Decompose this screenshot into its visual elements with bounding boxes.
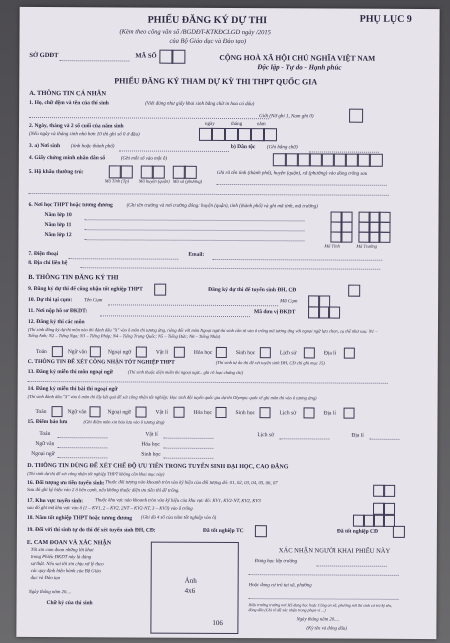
gender-label: Giới (Nữ ghi 1, Nam ghi 0) xyxy=(259,114,314,120)
score-literature-line[interactable] xyxy=(57,447,107,448)
score-literature-label: Ngữ văn xyxy=(35,440,55,448)
district-code-box[interactable] xyxy=(152,166,165,179)
email-line[interactable] xyxy=(212,259,382,261)
birthplace-label: 3. a) Nơi sinh xyxy=(28,142,61,150)
score-biology-label: Sinh học xyxy=(141,451,161,458)
cluster-name-label: Tên Cụm xyxy=(84,298,103,304)
phone-line[interactable] xyxy=(68,258,178,260)
year-grade-10: Năm lớp 10 xyxy=(44,212,72,219)
birth-month-label: tháng xyxy=(231,122,243,128)
admission-area-label: 17. Khu vực tuyển sinh: xyxy=(27,497,84,505)
subject-history-checkbox[interactable] xyxy=(304,347,315,358)
exempt-literature-checkbox[interactable] xyxy=(90,406,101,417)
birthplace-line[interactable] xyxy=(119,150,229,152)
school-code-box[interactable] xyxy=(378,232,390,243)
full-name-line[interactable] xyxy=(29,117,269,119)
country-name: CỘNG HOÀ XÃ HỘI CHỦ NGHĨA VIỆT NAM xyxy=(219,52,376,63)
confirmation-extra-line[interactable] xyxy=(249,574,399,576)
exam-exemption-label: 14. Đăng ký miễn thi bài thi ngoại ngữ xyxy=(27,385,118,393)
school-province-code-label: Mã Tỉnh xyxy=(324,243,340,249)
free-candidate-label: 19. Đối với thí sinh tự do thi để xét tuyển sinh ĐH, CĐ: xyxy=(26,526,156,534)
exempt-math-checkbox[interactable] xyxy=(52,406,63,417)
score-history-line[interactable] xyxy=(279,438,329,439)
graduated-tc-label: Đã tốt nghiệp TC xyxy=(202,527,244,535)
photo-label: Ảnh xyxy=(184,576,197,585)
so-gddt-line[interactable] xyxy=(59,60,129,61)
id-number-box[interactable] xyxy=(369,154,383,167)
score-math-label: Toán xyxy=(39,431,51,438)
score-biology-line[interactable] xyxy=(163,458,213,459)
retained-scores-label: 15. Điểm bảo lưu xyxy=(27,418,68,426)
score-physics-label: Vật lí xyxy=(145,431,158,438)
grade-10-line[interactable] xyxy=(85,219,305,221)
pledge-line-2: trong Phiếu ĐKDT này là đúng xyxy=(30,554,92,561)
subject-chemistry-checkbox[interactable] xyxy=(216,347,227,358)
score-foreign-language-line[interactable] xyxy=(57,457,107,458)
registration-form xyxy=(16,7,439,639)
birth-month-box[interactable] xyxy=(237,128,251,141)
graduation-registration-checkbox[interactable] xyxy=(154,284,166,296)
section-a-title: A. THÔNG TIN CÁ NHÂN xyxy=(29,89,107,98)
grade-11-line[interactable] xyxy=(84,229,304,231)
exempt-history-label: Lịch sử xyxy=(279,410,297,417)
submission-place-line[interactable] xyxy=(100,315,250,317)
birth-year-label: năm xyxy=(257,122,266,128)
confirmation-signature-label: (Ký tên và đóng dấu) xyxy=(306,626,347,632)
appendix-label: PHỤ LỤC 9 xyxy=(359,13,412,25)
residence-label: 5. Hộ khẩu thường trú: xyxy=(28,168,84,176)
id-number-note: (Ghi mỗi số vào một ô) xyxy=(120,156,168,162)
year-grade-11: Năm lớp 11 xyxy=(44,222,72,229)
pledge-line-4: các quy định hiện hành của Bộ Giáo xyxy=(30,568,101,575)
subject-foreign-language-label: Ngoại ngữ xyxy=(107,349,132,356)
province-code-box[interactable] xyxy=(120,165,133,178)
subject-geography-checkbox[interactable] xyxy=(344,348,355,359)
graduation-registration-label: 9. Đăng ký dự thi để công nhận tốt nghiệp THPT xyxy=(28,285,143,293)
unit-code-box[interactable] xyxy=(328,307,340,319)
address-line[interactable] xyxy=(80,267,380,270)
form-title: PHIẾU ĐĂNG KÝ THAM DỰ KỲ THI THPT QUỐC GIA xyxy=(114,76,318,87)
exempt-geography-checkbox[interactable] xyxy=(344,408,355,419)
grade-12-line[interactable] xyxy=(84,239,304,241)
school-province-code-box[interactable] xyxy=(340,232,352,243)
score-math-line[interactable] xyxy=(57,437,107,438)
exempt-foreign-language-checkbox[interactable] xyxy=(136,407,147,418)
subject-chemistry-label: Hóa học xyxy=(193,349,213,356)
email-label: Email: xyxy=(188,251,205,258)
exam-cluster-label: 10. Dự thi tại cụm: xyxy=(28,296,73,304)
cluster-code-label: Mã Cụm xyxy=(280,299,298,305)
so-gddt-label: SỞ GDĐT xyxy=(29,51,59,60)
field-birthdate-label: 2. Ngày, tháng và 2 số cuối của năm sinh xyxy=(29,122,124,130)
province-code-label: Mã Tỉnh (Tp) xyxy=(104,178,130,184)
subject-math-label: Toán xyxy=(35,348,47,356)
ethnicity-label: b) Dân tộc xyxy=(230,144,256,151)
priority-group-note: Thuộc đối tượng nào khoanh tròn vào ký hiệu của đối tượng đó: 01, 02, 03, 04, 05, 06, 07 xyxy=(105,480,278,487)
pledge-line-3: sự thật. Nếu sai tôi xin chịu xử lý theo xyxy=(30,561,104,568)
school-label: 6. Nơi học THPT hoặc tương đương xyxy=(28,201,113,209)
retained-scores-note: (Ghi điểm môn xin bảo lưu vào ô tương ứng) xyxy=(83,419,165,425)
page-number: 106 xyxy=(212,618,223,627)
cluster-name-line[interactable] xyxy=(108,304,278,306)
language-exemption-label: 13. Đăng ký miễn thi môn ngoại ngữ xyxy=(27,368,113,376)
birth-year-box[interactable] xyxy=(263,128,277,141)
priority-group-label: 16. Đối tượng ưu tiên tuyển sinh: xyxy=(27,479,105,487)
score-geography-line[interactable] xyxy=(369,439,399,440)
exempt-literature-label: Ngữ văn xyxy=(67,409,87,416)
admission-area-note: Thuộc khu vực nào khoanh tròn vào ký hiệu của khu vực đó: KV1, KV2-NT, KV2, KV3 xyxy=(95,498,261,505)
ma-so-box[interactable] xyxy=(171,50,185,64)
residence-line-2[interactable] xyxy=(29,193,389,196)
subject-biology-checkbox[interactable] xyxy=(260,347,271,358)
attach-line: (Kèm theo công văn số /BGDĐT-KTKĐCLGD ngày /2015 xyxy=(119,28,271,37)
subject-foreign-language-checkbox[interactable] xyxy=(136,347,147,358)
confirmation-date: Ngày tháng năm 20.... xyxy=(296,617,339,623)
graduated-cd-label: Đã tốt nghiệp CĐ xyxy=(336,528,379,535)
pledge-line-1: Tôi xin cam đoan những lời khai xyxy=(30,547,94,554)
language-exemption-line[interactable] xyxy=(28,381,388,384)
exam-exemption-note: (Thí sinh đánh dấu "X" vào ô môn thi lấy kết quả để xét công nhận tốt nghiệp; Học sinh đội tuyển quốc gia dự thi Olympic quốc tế ghi môn thi vào ô tương ứng) xyxy=(27,393,317,401)
gender-box[interactable] xyxy=(349,109,363,123)
subject-physics-label: Vật lí xyxy=(155,349,169,356)
subject-literature-label: Ngữ văn xyxy=(67,349,87,356)
priority-group-note-2: Sau đó ghi ký hiệu vào 2 ô bên cạnh, nếu không thuộc diện ưu tiên thì để trống. xyxy=(27,487,180,494)
exempt-biology-checkbox[interactable] xyxy=(260,407,271,418)
score-foreign-language-label: Ngoại ngữ xyxy=(31,450,55,458)
residence-line[interactable] xyxy=(217,184,387,186)
pledge-line-5: dục và Đào tạo xyxy=(30,575,61,582)
candidate-signature-label: Chữ ký của thí sinh xyxy=(46,600,93,607)
exempt-chemistry-checkbox[interactable] xyxy=(216,407,227,418)
subject-literature-checkbox[interactable] xyxy=(90,346,101,357)
phone-label: 7. Điện thoại xyxy=(28,250,59,258)
form-header-title: PHIẾU ĐĂNG KÝ DỰ THI xyxy=(147,14,268,27)
subject-math-checkbox[interactable] xyxy=(52,346,63,357)
subject-history-label: Lịch sử xyxy=(279,350,297,357)
subjects-label: 12. Đăng ký thi các môn xyxy=(27,318,85,326)
score-geography-label: Địa lí xyxy=(351,432,364,439)
motto: Độc lập - Tự do - Hạnh phúc xyxy=(257,63,342,72)
exempt-history-checkbox[interactable] xyxy=(304,407,315,418)
subject-biology-label: Sinh học xyxy=(235,350,256,357)
exempt-chemistry-label: Hóa học xyxy=(193,409,213,416)
section-c-title: C. THÔNG TIN ĐỂ XÉT CÔNG NHẬN TỐT NGHIỆP THPT xyxy=(27,358,175,366)
graduation-year-note: (Ghi đủ 4 số của năm tốt nghiệp vào ô) xyxy=(140,515,217,521)
admission-area-note-2: sau đó ghi mã khu vực vào ô (1 – KV1, 2 – KV2, 2NT – KV2-NT, 3 – KV3) vào ô trống xyxy=(27,505,193,512)
section-d-title: D. THÔNG TIN DÙNG ĐỂ XÉT CHẾ ĐỘ ƯU TIÊN TRONG TUYỂN SINH ĐẠI HỌC, CAO ĐẲNG xyxy=(27,462,289,471)
exempt-physics-checkbox[interactable] xyxy=(174,407,185,418)
exempt-geography-label: Địa lí xyxy=(323,410,336,417)
confirmation-class-school: Đang học lớp trường xyxy=(254,559,298,565)
attach-line-2: của Bộ Giáo dục và Đào tạo) xyxy=(169,37,247,46)
address-label: 8. Địa chỉ liên hệ xyxy=(28,259,68,267)
birth-day-label: ngày xyxy=(205,121,215,127)
year-grade-12: Năm lớp 12 xyxy=(44,232,72,239)
graduated-tc-checkbox[interactable] xyxy=(255,525,267,537)
subjects-note: (Thí sinh đăng ký dự thi môn nào thì đánh dấu "X" vào ô môn thi tương ứng, riêng đối với môn Ngoại ngữ thí sinh cần tô vào ô trống mã tương ứng với ngoại ngữ lựa chọn, cụ thể như sau: N1 – Tiếng Anh; N2 – Tiếng Nga; N3 – Tiếng Pháp; N4 – Tiếng Trung Quốc; N5 – Tiếng Đức; N6 – Tiếng Nhật) xyxy=(27,326,378,339)
subject-physics-checkbox[interactable] xyxy=(174,347,185,358)
admission-registration-checkbox[interactable] xyxy=(348,285,360,297)
birth-day-box[interactable] xyxy=(211,128,225,141)
field-birthdate-note: (Nếu ngày và tháng sinh nhỏ hơn 10 thì ghi số 0 ở đầu) xyxy=(28,131,140,138)
id-number-label: 4. Giấy chứng minh nhân dân số xyxy=(28,154,106,162)
unit-code-label: Mã đơn vị ĐKDT xyxy=(254,309,296,316)
section-b-title: B. THÔNG TIN ĐĂNG KÝ THI xyxy=(28,273,119,282)
ma-so-label: MÃ SỐ xyxy=(135,52,157,60)
birthplace-note: (tỉnh hoặc thành phố) xyxy=(70,144,115,150)
admission-area-box[interactable] xyxy=(383,503,395,515)
exempt-math-label: Toán xyxy=(35,408,47,416)
exempt-physics-label: Vật lí xyxy=(155,409,168,416)
submission-place-label: 11. Nơi nộp hồ sơ ĐKDT: xyxy=(28,307,88,315)
school-note: (Ghi tên trường và nơi trường đóng: huyện (quận), tỉnh (thành phố) và ghi mã tỉnh, mã trường) xyxy=(126,203,318,210)
confirmation-title: XÁC NHẬN NGƯỜI KHAI PHIẾU NÀY xyxy=(278,547,391,555)
graduation-year-label: 18. Năm tốt nghiệp THPT hoặc tương đương xyxy=(26,514,133,522)
score-history-label: Lịch sử xyxy=(257,432,275,439)
admission-registration-label: Đăng ký dự thi để tuyển sinh ĐH, CĐ xyxy=(208,286,297,294)
exempt-foreign-language-label: Ngoại ngữ xyxy=(107,409,131,416)
score-chemistry-line[interactable] xyxy=(163,448,213,449)
ward-code-box[interactable] xyxy=(184,166,197,179)
confirmation-school-line[interactable] xyxy=(317,565,387,566)
section-e-title: E. CAM ĐOAN VÀ XÁC NHẬN xyxy=(26,539,112,547)
section-d-note: (Thí sinh dự thi để xét công nhận tốt nghiệp THPT không cần khai mục này) xyxy=(27,470,165,477)
confirmation-residence-line[interactable] xyxy=(249,598,399,600)
confirmation-note: Hiệu trưởng trường nơi HS đang học hoặc Công an xã, phường nơi thí sinh cư trú ký tên, đóng dấu (Ghi rõ đã xác nhận trong phạm vi ...) xyxy=(248,602,392,613)
exempt-biology-label: Sinh học xyxy=(235,410,255,417)
photo-size-label: 4x6 xyxy=(184,586,196,595)
confirmation-residence: Hoặc đang cư trú tại xã, phường xyxy=(248,583,312,589)
district-code-label: Mã huyện (quận) xyxy=(138,178,170,184)
priority-group-box[interactable] xyxy=(383,485,395,497)
language-exemption-note: (Thí sinh thuộc diện miễn thi ngoại ngữ... ghi rõ loại chứng chỉ) xyxy=(127,369,244,376)
residence-note: Ghi rõ tên tỉnh (thành phố), huyện (quận), xã (phường) vào dòng trống sau xyxy=(216,170,368,177)
graduated-cd-checkbox[interactable] xyxy=(393,526,405,538)
score-physics-line[interactable] xyxy=(163,438,213,439)
ward-code-label: Mã xã (phường) xyxy=(172,178,203,184)
section-c-note: (Thí sinh tự do thi để xét tuyển sinh ĐH, CĐ chỉ ghi mục 15) xyxy=(215,359,325,366)
candidate-sign-date: Ngày tháng năm 20.... xyxy=(28,589,72,596)
field-full-name-note: (Viết đúng như giấy khai sinh bằng chữ in hoa có dấu) xyxy=(145,101,255,108)
score-chemistry-label: Hóa học xyxy=(141,441,160,448)
field-full-name-label: 1. Họ, chữ đệm và tên của thí sinh xyxy=(29,99,109,107)
school-code-label: Mã Trường xyxy=(356,243,377,249)
subject-geography-label: Địa lí xyxy=(323,350,337,357)
ethnicity-note: (Ghi bằng chữ) xyxy=(266,145,298,151)
